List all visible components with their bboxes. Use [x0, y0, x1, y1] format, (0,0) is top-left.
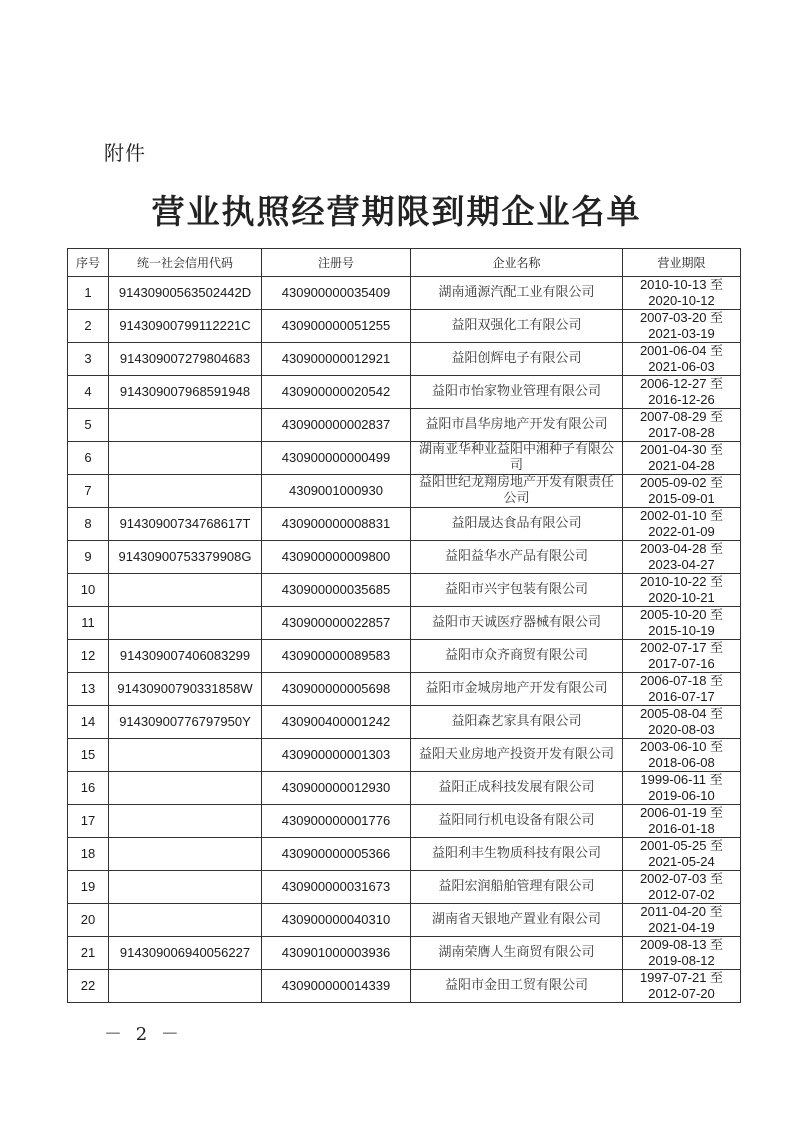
period-start: 2005-10-20 至: [639, 607, 724, 622]
cell-credit-code: [109, 442, 262, 475]
cell-period: [623, 706, 741, 739]
cell-no: 19: [68, 871, 109, 904]
cell-reg-no: 430900000020542: [262, 376, 411, 409]
cell-name: 益阳同行机电设备有限公司: [411, 805, 623, 838]
period-start: 2001-05-25 至: [639, 838, 724, 853]
cell-credit-code: 91430900734768617T: [109, 508, 262, 541]
cell-name: 益阳晟达食品有限公司: [411, 508, 623, 541]
period-start: 2006-12-27 至: [639, 376, 724, 391]
cell-no: 20: [68, 904, 109, 937]
period-start: 2011-04-20 至: [640, 904, 723, 919]
cell-no: 15: [68, 739, 109, 772]
cell-period: [623, 442, 741, 475]
cell-credit-code: [109, 970, 262, 1003]
cell-name: 益阳正成科技发展有限公司: [411, 772, 623, 805]
period-end: 2023-04-27: [648, 557, 715, 572]
cell-period: [623, 541, 741, 574]
cell-no: 8: [68, 508, 109, 541]
period-start: 2005-08-04 至: [639, 706, 724, 721]
table-row: [68, 838, 741, 871]
cell-reg-no: 430900000008831: [262, 508, 411, 541]
cell-no: 10: [68, 574, 109, 607]
cell-name: 湖南省天银地产置业有限公司: [411, 904, 623, 937]
cell-reg-no: 4309001000930: [262, 475, 411, 508]
cell-credit-code: [109, 475, 262, 508]
cell-reg-no: 430900000001776: [262, 805, 411, 838]
table-body: [68, 277, 741, 1003]
period-end: 2015-10-19: [648, 623, 715, 638]
cell-no: 2: [68, 310, 109, 343]
table-row: [68, 739, 741, 772]
table-row: [68, 343, 741, 376]
cell-reg-no: 430901000003936: [262, 937, 411, 970]
period-start: 2006-07-18 至: [639, 673, 724, 688]
cell-no: 22: [68, 970, 109, 1003]
cell-credit-code: 91430900799112221C: [109, 310, 262, 343]
cell-reg-no: 430900000089583: [262, 640, 411, 673]
cell-reg-no: 430900000005698: [262, 673, 411, 706]
table-row: [68, 442, 741, 475]
cell-name: 益阳宏润船舶管理有限公司: [411, 871, 623, 904]
period-start: 2007-03-20 至: [639, 310, 724, 325]
period-end: 2018-06-08: [648, 755, 715, 770]
period-start: 2010-10-22 至: [639, 574, 724, 589]
cell-credit-code: 914309007279804683: [109, 343, 262, 376]
cell-period: [623, 343, 741, 376]
cell-name: 益阳市金城房地产开发有限公司: [411, 673, 623, 706]
cell-credit-code: [109, 772, 262, 805]
period-end: 2020-08-03: [648, 722, 715, 737]
cell-name: 湖南荣膺人生商贸有限公司: [411, 937, 623, 970]
cell-reg-no: 430900000051255: [262, 310, 411, 343]
table-row: [68, 409, 741, 442]
table-row: [68, 871, 741, 904]
period-start: 2002-07-03 至: [639, 871, 724, 886]
cell-reg-no: 430900000035409: [262, 277, 411, 310]
cell-period: [623, 772, 741, 805]
table-row: [68, 376, 741, 409]
cell-name: 益阳利丰生物质科技有限公司: [411, 838, 623, 871]
table-row: [68, 607, 741, 640]
cell-reg-no: 430900400001242: [262, 706, 411, 739]
cell-name: 益阳市怡家物业管理有限公司: [411, 376, 623, 409]
period-start: 2001-04-30 至: [639, 442, 724, 457]
period-end: 2016-07-17: [648, 689, 715, 704]
cell-no: 7: [68, 475, 109, 508]
cell-name: 益阳益华水产品有限公司: [411, 541, 623, 574]
cell-period: [623, 739, 741, 772]
table-row: [68, 640, 741, 673]
period-start: 2001-06-04 至: [639, 343, 724, 358]
period-start: 2005-09-02 至: [639, 475, 724, 490]
cell-name: 益阳市昌华房地产开发有限公司: [411, 409, 623, 442]
cell-no: 5: [68, 409, 109, 442]
cell-credit-code: [109, 409, 262, 442]
cell-reg-no: 430900000022857: [262, 607, 411, 640]
cell-reg-no: 430900000001303: [262, 739, 411, 772]
period-start: 2002-01-10 至: [639, 508, 724, 523]
cell-period: [623, 673, 741, 706]
cell-name: 湖南亚华种业益阳中湘种子有限公司: [411, 442, 623, 475]
cell-credit-code: 91430900776797950Y: [109, 706, 262, 739]
column-header-credit-code: 统一社会信用代码: [109, 249, 262, 277]
period-end: 2017-07-16: [648, 656, 715, 671]
cell-period: [623, 904, 741, 937]
cell-period: [623, 376, 741, 409]
period-end: 2021-04-19: [648, 920, 715, 935]
table-row: [68, 772, 741, 805]
cell-period: [623, 574, 741, 607]
period-start: 2002-07-17 至: [639, 640, 724, 655]
table-row: [68, 508, 741, 541]
cell-reg-no: 430900000040310: [262, 904, 411, 937]
cell-period: [623, 805, 741, 838]
cell-period: [623, 310, 741, 343]
table-row: [68, 904, 741, 937]
cell-name: 益阳世纪龙翔房地产开发有限责任公司: [411, 475, 623, 508]
cell-name: 益阳市金田工贸有限公司: [411, 970, 623, 1003]
cell-credit-code: 91430900753379908G: [109, 541, 262, 574]
period-end: 2021-04-28: [648, 458, 715, 473]
cell-no: 6: [68, 442, 109, 475]
cell-reg-no: 430900000014339: [262, 970, 411, 1003]
period-end: 2017-08-28: [648, 425, 715, 440]
period-start: 2003-06-10 至: [639, 739, 724, 754]
cell-no: 12: [68, 640, 109, 673]
cell-no: 1: [68, 277, 109, 310]
cell-no: 3: [68, 343, 109, 376]
period-end: 2021-03-19: [648, 326, 715, 341]
cell-period: [623, 277, 741, 310]
period-end: 2016-01-18: [648, 821, 715, 836]
cell-credit-code: 914309006940056227: [109, 937, 262, 970]
table-row: [68, 706, 741, 739]
period-end: 2015-09-01: [648, 491, 715, 506]
table-row: [68, 475, 741, 508]
cell-period: [623, 508, 741, 541]
cell-name: 益阳市兴宇包装有限公司: [411, 574, 623, 607]
cell-reg-no: 430900000009800: [262, 541, 411, 574]
cell-credit-code: 91430900790331858W: [109, 673, 262, 706]
cell-no: 14: [68, 706, 109, 739]
page-number: － 2 －: [104, 1024, 183, 1045]
table-row: [68, 277, 741, 310]
period-end: 2021-06-03: [648, 359, 715, 374]
cell-reg-no: 430900000031673: [262, 871, 411, 904]
cell-credit-code: 91430900563502442D: [109, 277, 262, 310]
cell-credit-code: [109, 607, 262, 640]
cell-reg-no: 430900000002837: [262, 409, 411, 442]
table-row: [68, 673, 741, 706]
cell-reg-no: 430900000012930: [262, 772, 411, 805]
cell-no: 16: [68, 772, 109, 805]
period-end: 2012-07-20: [648, 986, 715, 1001]
cell-name: 益阳市众齐商贸有限公司: [411, 640, 623, 673]
cell-period: [623, 409, 741, 442]
table-row: [68, 310, 741, 343]
column-header-reg-no: 注册号: [262, 249, 411, 277]
cell-period: [623, 871, 741, 904]
period-end: 2016-12-26: [648, 392, 715, 407]
cell-no: 9: [68, 541, 109, 574]
period-end: 2020-10-12: [648, 293, 715, 308]
column-header-period: 营业期限: [623, 249, 741, 277]
cell-name: 益阳森艺家具有限公司: [411, 706, 623, 739]
cell-credit-code: 914309007968591948: [109, 376, 262, 409]
period-start: 1997-07-21 至: [639, 970, 724, 985]
cell-no: 18: [68, 838, 109, 871]
table-header-row: [68, 249, 741, 277]
period-end: 2021-05-24: [648, 854, 715, 869]
cell-credit-code: 914309007406083299: [109, 640, 262, 673]
enterprise-table: [67, 248, 741, 1003]
cell-credit-code: [109, 871, 262, 904]
cell-period: [623, 607, 741, 640]
attachment-label: 附件: [104, 141, 146, 165]
period-end: 2020-10-21: [648, 590, 715, 605]
cell-no: 11: [68, 607, 109, 640]
cell-period: [623, 937, 741, 970]
cell-reg-no: 430900000035685: [262, 574, 411, 607]
period-end: 2012-07-02: [648, 887, 715, 902]
period-end: 2022-01-09: [648, 524, 715, 539]
cell-period: [623, 640, 741, 673]
table-row: [68, 574, 741, 607]
period-end: 2019-08-12: [648, 953, 715, 968]
cell-credit-code: [109, 739, 262, 772]
cell-reg-no: 430900000005366: [262, 838, 411, 871]
cell-no: 21: [68, 937, 109, 970]
cell-credit-code: [109, 904, 262, 937]
cell-no: 17: [68, 805, 109, 838]
column-header-name: 企业名称: [411, 249, 623, 277]
page-title: 营业执照经营期限到期企业名单: [151, 192, 642, 231]
period-start: 2009-08-13 至: [639, 937, 724, 952]
period-start: 2006-01-19 至: [639, 805, 724, 820]
cell-reg-no: 430900000012921: [262, 343, 411, 376]
cell-reg-no: 430900000000499: [262, 442, 411, 475]
cell-period: [623, 838, 741, 871]
cell-credit-code: [109, 838, 262, 871]
cell-period: [623, 475, 741, 508]
cell-name: 益阳创辉电子有限公司: [411, 343, 623, 376]
cell-name: 湖南通源汽配工业有限公司: [411, 277, 623, 310]
cell-no: 13: [68, 673, 109, 706]
table-row: [68, 805, 741, 838]
period-start: 2003-04-28 至: [639, 541, 724, 556]
cell-name: 益阳市天诚医疗器械有限公司: [411, 607, 623, 640]
cell-name: 益阳天业房地产投资开发有限公司: [411, 739, 623, 772]
period-start: 1999-06-11 至: [640, 772, 723, 787]
table-row: [68, 970, 741, 1003]
column-header-no: 序号: [68, 249, 109, 277]
table-row: [68, 541, 741, 574]
period-start: 2007-08-29 至: [639, 409, 724, 424]
cell-name: 益阳双强化工有限公司: [411, 310, 623, 343]
cell-period: [623, 970, 741, 1003]
period-start: 2010-10-13 至: [639, 277, 724, 292]
period-end: 2019-06-10: [648, 788, 715, 803]
cell-no: 4: [68, 376, 109, 409]
cell-credit-code: [109, 805, 262, 838]
table-row: [68, 937, 741, 970]
cell-credit-code: [109, 574, 262, 607]
